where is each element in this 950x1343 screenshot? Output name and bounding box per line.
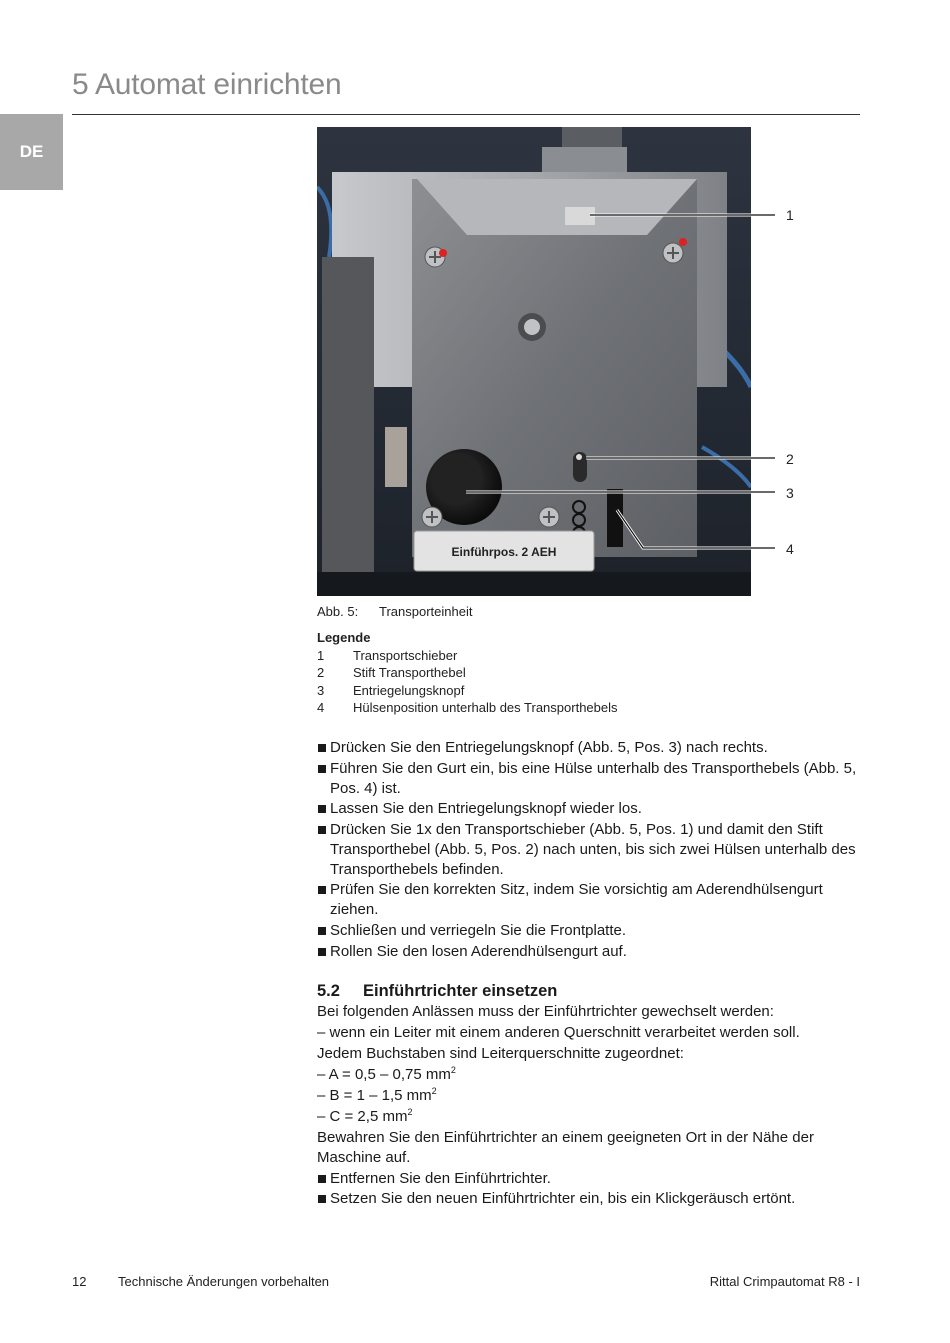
step-item: Entfernen Sie den Einführtrichter. [317, 1169, 862, 1189]
section-occasion: – wenn ein Leiter mit einem anderen Querschnitt verarbeitet werden soll. [317, 1023, 800, 1041]
section-title: Einführtrichter einsetzen [363, 981, 558, 1000]
legend-text: Transportschieber [353, 647, 458, 663]
figure-caption [317, 604, 472, 619]
footer-notice: Technische Änderungen vorbehalten [118, 1274, 330, 1289]
callout-4: 4 [786, 541, 794, 557]
plate-label: Einführpos. 2 AEH [451, 545, 557, 559]
step-item: Setzen Sie den neuen Einführtrichter ein, bis ein Klickgeräusch ertönt. [317, 1189, 862, 1209]
section-storage: Bewahren Sie den Einführtrichter an einem geeigneten Ort in der Nähe der Maschine auf. [317, 1128, 814, 1166]
legend-text: Stift Transporthebel [353, 665, 466, 680]
size-text: – A = 0,5 – 0,75 mm [317, 1065, 451, 1083]
chapter-title: 5 Automat einrichten [72, 68, 342, 101]
procedure-steps [317, 738, 862, 962]
legend-num: 2 [317, 665, 325, 680]
language-tab: DE [0, 114, 63, 190]
footer-page-number: 12 [72, 1274, 87, 1289]
size-sup: 2 [431, 1085, 437, 1096]
legend-item [317, 664, 618, 682]
callout-2: 2 [786, 451, 794, 467]
figure-transport-unit [317, 127, 751, 596]
step-item: Drücken Sie 1x den Transportschieber (Abb. 5, Pos. 1) und damit den Stift Transporthebel (Abb. 5, Pos. 2) nach unten, bis sich zwei Hülsen unterhalb des Transporthebels befinden. [317, 820, 862, 880]
transport-unit-photo [317, 127, 751, 596]
step-item: Prüfen Sie den korrekten Sitz, indem Sie vorsichtig am Aderendhülsengurt ziehen. [317, 880, 862, 920]
step-item: Drücken Sie den Entriegelungsknopf (Abb. 5, Pos. 3) nach rechts. [317, 738, 862, 758]
section-heading [317, 981, 862, 1001]
size-item [317, 1107, 862, 1127]
caption-text: Transporteinheit [379, 604, 473, 619]
section-intro: Bei folgenden Anlässen muss der Einführtrichter gewechselt werden: [317, 1002, 774, 1020]
step-item: Schließen und verriegeln Sie die Frontplatte. [317, 921, 862, 941]
legend-num: 4 [317, 700, 325, 715]
legend-item [317, 682, 618, 700]
size-item [317, 1065, 862, 1085]
legend-item [317, 699, 618, 717]
legend-text: Hülsenposition unterhalb des Transporthebels [353, 700, 618, 715]
callout-3: 3 [786, 485, 794, 501]
main-content [317, 738, 862, 1210]
footer-product: Rittal Crimpautomat R8 - I [709, 1274, 860, 1289]
section-number: 5.2 [317, 981, 340, 1000]
step-item: Rollen Sie den losen Aderendhülsengurt auf. [317, 942, 862, 962]
title-divider [72, 114, 860, 115]
legend [317, 629, 618, 717]
size-text: – B = 1 – 1,5 mm [317, 1086, 432, 1104]
section-assign-text: Jedem Buchstaben sind Leiterquerschnitte zugeordnet: [317, 1044, 684, 1062]
legend-num: 3 [317, 682, 325, 698]
size-sup: 2 [407, 1106, 413, 1117]
step-item: Lassen Sie den Entriegelungsknopf wieder los. [317, 799, 862, 819]
legend-num: 1 [317, 647, 325, 663]
legend-title: Legende [317, 630, 371, 645]
callout-1: 1 [786, 207, 794, 223]
size-item [317, 1086, 862, 1106]
section-steps [317, 1169, 862, 1210]
size-sup: 2 [450, 1064, 456, 1075]
legend-item [317, 647, 618, 665]
legend-text: Entriegelungsknopf [353, 682, 465, 698]
step-item: Führen Sie den Gurt ein, bis eine Hülse unterhalb des Transporthebels (Abb. 5, Pos. 4) ist. [317, 759, 862, 799]
size-text: – C = 2,5 mm [317, 1107, 408, 1125]
caption-label: Abb. 5: [317, 604, 359, 619]
